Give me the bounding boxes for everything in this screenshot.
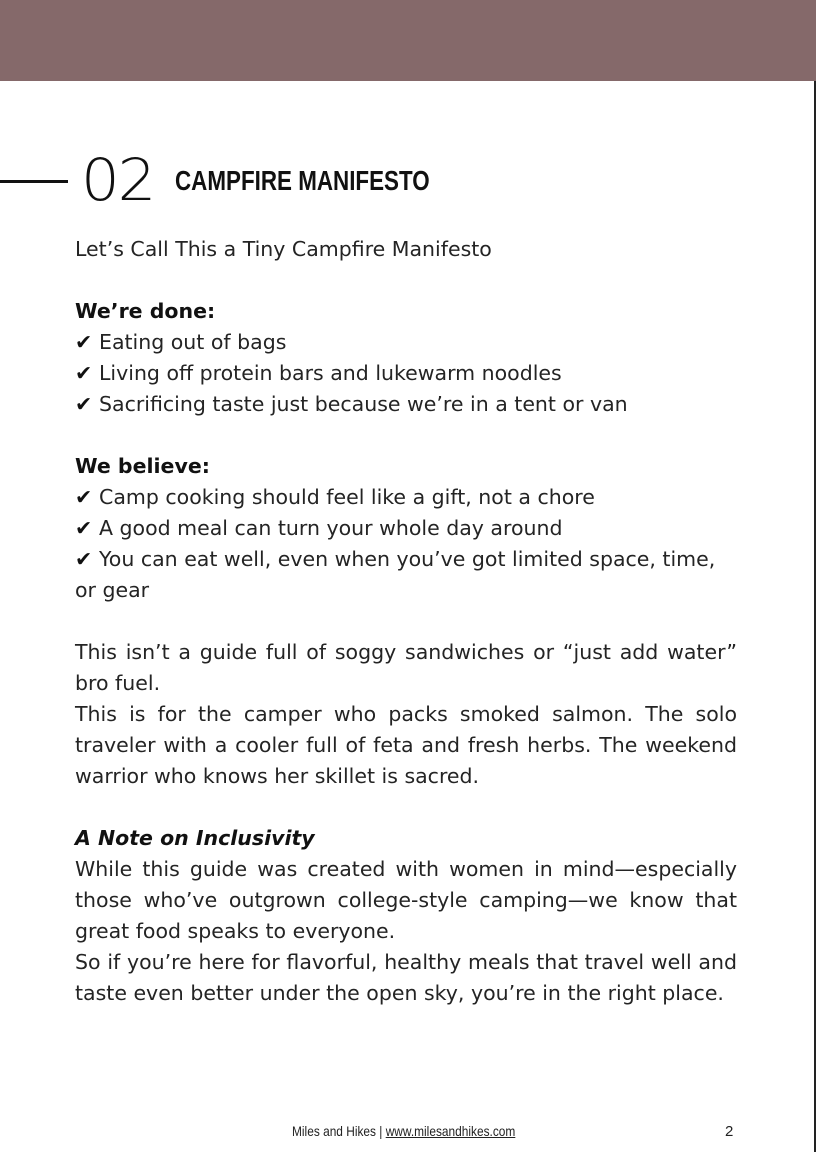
list-item-text: A good meal can turn your whole day around xyxy=(99,516,563,540)
subtitle: Let’s Call This a Tiny Campfire Manifesto xyxy=(75,237,492,261)
list-item-text: Camp cooking should feel like a gift, not a chore xyxy=(99,485,595,509)
list-item xyxy=(75,513,737,544)
done-label: We’re done: xyxy=(75,299,216,323)
body-paragraph: This is for the camper who packs smoked salmon. The solo traveler with a cooler full of feta and fresh herbs. The weekend warrior who knows her skillet is sacred. xyxy=(75,702,737,788)
website-link[interactable]: www.milesandhikes.com xyxy=(385,1123,516,1139)
heading-rule xyxy=(0,180,68,183)
check-icon: ✔ xyxy=(75,392,93,416)
section-title: CAMPFIRE MANIFESTO xyxy=(175,165,430,196)
footer-brand: Miles and Hikes | xyxy=(292,1123,386,1139)
check-icon: ✔ xyxy=(75,547,93,571)
manifesto-content xyxy=(75,234,737,1009)
believe-label: We believe: xyxy=(75,454,210,478)
footer xyxy=(0,1120,816,1144)
list-item xyxy=(75,544,737,606)
list-item xyxy=(75,482,737,513)
list-item-text: Living off protein bars and lukewarm noodles xyxy=(99,361,562,385)
footer-text xyxy=(292,1123,515,1139)
check-icon: ✔ xyxy=(75,485,93,509)
list-item xyxy=(75,389,737,420)
page-number: 2 xyxy=(725,1123,734,1140)
note-heading: A Note on Inclusivity xyxy=(75,826,315,850)
list-item-text: You can eat well, even when you’ve got limited space, time, or gear xyxy=(75,547,716,602)
list-item xyxy=(75,358,737,389)
list-item xyxy=(75,327,737,358)
body-paragraph: This isn’t a guide full of soggy sandwiches or “just add water” bro fuel. xyxy=(75,640,737,695)
section-heading xyxy=(0,140,816,220)
header-bar xyxy=(0,0,816,81)
check-icon: ✔ xyxy=(75,330,93,354)
list-item-text: Sacrificing taste just because we’re in a tent or van xyxy=(99,392,628,416)
check-icon: ✔ xyxy=(75,516,93,540)
list-item-text: Eating out of bags xyxy=(99,330,287,354)
section-number: 02 xyxy=(81,146,155,214)
check-icon: ✔ xyxy=(75,361,93,385)
note-paragraph: While this guide was created with women in mind—especially those who’ve outgrown college-style camping—we know that great food speaks to everyone. xyxy=(75,857,737,943)
note-paragraph: So if you’re here for flavorful, healthy meals that travel well and taste even better under the open sky, you’re in the right place. xyxy=(75,950,737,1005)
